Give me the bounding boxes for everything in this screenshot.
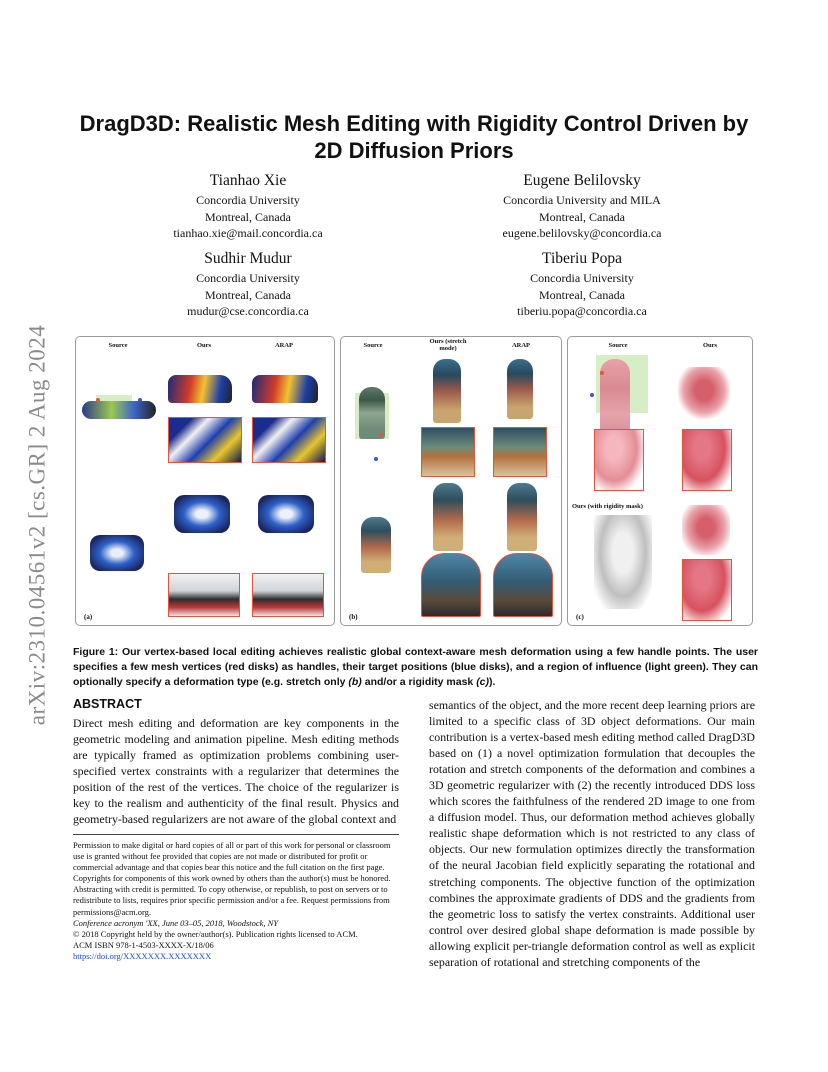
column-header-arap: ARAP	[274, 342, 294, 349]
author-block-4	[472, 249, 692, 320]
author-affiliation: Concordia University	[530, 271, 634, 285]
caption-text: Figure 1: Our vertex-based local editing achieves realistic global context-aware mesh deformation using a few handle points. The user specifies a few mesh vertices (red disks) as handles, their target positions (blue disks), and a region of influence (light green). They can optionally specify a deformation type (e.g. stretch only	[73, 646, 758, 688]
permission-notice: Permission to make digital or hard copies of all or part of this work for personal or classroom use is granted without fee provided that copies are not made or distributed for profit or commercial advantage and that copies bear this notice and the full citation on the first page. Copyrights for components of this work owned by others than the author(s) must be honored. Abstracting with credit is permitted. To copy otherwise, or republish, to post on servers or to redistribute to lists, requires prior specific permission and/or a fee. Request permissions from permissions@acm.org.	[73, 840, 391, 917]
arap-lantern-zoom	[493, 427, 547, 477]
arap-front-zoom-inset	[252, 573, 324, 617]
source-wall-lantern-image	[361, 517, 391, 573]
author-location: Montreal, Canada	[539, 287, 625, 302]
arxiv-identifier	[22, 290, 52, 760]
author-name: Eugene Belilovsky	[523, 172, 641, 189]
ours-car-front-image	[174, 495, 230, 533]
author-email[interactable]: tianhao.xie@mail.concordia.ca	[173, 226, 323, 240]
column-header-ours: Ours	[702, 342, 718, 349]
target-point	[590, 393, 594, 397]
isbn-line: ACM ISBN 978-1-4503-XXXX-X/18/06	[73, 939, 214, 950]
caption-ref-b: (b)	[348, 676, 362, 688]
handle-point	[379, 433, 383, 437]
ours-head-zoom	[682, 429, 732, 491]
author-location: Montreal, Canada	[539, 209, 625, 224]
target-point	[374, 457, 378, 461]
arxiv-id-text: arXiv:2310.04561v2 [cs.GR] 2 Aug 2024	[24, 324, 49, 726]
panel-label-b: (b)	[349, 613, 358, 621]
ours-flamingo-image	[678, 367, 730, 419]
abstract-right-column: semantics of the object, and the more recent deep learning priors are limited to a specific class of 3D object deformations. Our main contribution is a vertex-based mesh editing method called DragD3D based on (1) a novel optimization formulation that decouples the rotation and stretch components of the deformation and combines a 3D geometric regularizer with (2) the recently introduced DDS loss which scores the faithfulness of the rendered 2D image to one from a diffusion model. Thus, our deformation method achieves globally realistic shape deformation which is not restricted to any class of objects. Our new formulation optimizes directly the transformation of the neural Jacobian field explicitly separating the rotational and stretching components. The objective function of the optimization combines the approximate gradients of DDS and the gradients from the geometric loss to satisfy the vertex constraints. Additional user control over desired global shape deformation is made possible by allowing explicit per-triangle deformation control as well as explicit separation of rotational and stretching components of the	[429, 698, 755, 969]
author-name: Tiberiu Popa	[542, 250, 622, 267]
author-location: Montreal, Canada	[205, 209, 291, 224]
author-email[interactable]: tiberiu.popa@concordia.ca	[517, 304, 647, 318]
handle-point	[600, 371, 604, 375]
rigidity-mask-label: Ours (with rigidity mask)	[572, 503, 643, 510]
doi-link[interactable]: https://doi.org/XXXXXXX.XXXXXXX	[73, 950, 212, 961]
figure-panel-b	[340, 336, 562, 626]
caption-ref-c: (c)	[476, 676, 490, 688]
ours-roof-zoom	[421, 553, 481, 617]
caption-text-end: ).	[489, 676, 496, 688]
ours-front-zoom-inset	[168, 573, 240, 617]
rigidity-mask-mesh-image	[594, 515, 652, 609]
figure-caption	[73, 645, 758, 690]
author-block-3	[148, 249, 348, 320]
paper-title	[60, 110, 768, 164]
column-header-arap: ARAP	[511, 342, 531, 349]
ours-mask-head-zoom	[682, 559, 732, 621]
column-header-source: Source	[363, 342, 383, 349]
column-header-source: Source	[108, 342, 128, 349]
copyright-line: © 2018 Copyright held by the owner/author(s). Publication rights licensed to ACM.	[73, 928, 358, 939]
panel-label-c: (c)	[576, 613, 584, 621]
source-car-side-image	[82, 401, 156, 419]
source-car-front-image	[90, 535, 144, 571]
author-email[interactable]: mudur@cse.concordia.ca	[187, 304, 309, 318]
abstract-left-column: Direct mesh editing and deformation are key components in the geometric modeling and animation pipeline. Mesh editing methods are typically framed as optimization problems combining user-specified vertex constraints with a regularizer that determines the position of the rest of the vertices. The choice of the regularizer is key to the realism and authenticity of the final result. Physics and geometry-based regularizers are not aware of the global context and	[73, 716, 399, 827]
column-header-ours-stretch: Ours (stretch mode)	[429, 338, 467, 352]
author-affiliation: Concordia University	[196, 193, 300, 207]
footnote-rule	[73, 834, 399, 835]
abstract-heading: ABSTRACT	[73, 697, 142, 711]
author-affiliation: Concordia University	[196, 271, 300, 285]
author-block-2	[472, 171, 692, 242]
author-block-1	[148, 171, 348, 242]
target-point	[138, 398, 142, 402]
title-line-2: 2D Diffusion Priors	[314, 138, 514, 163]
author-location: Montreal, Canada	[205, 287, 291, 302]
source-lantern-image	[359, 387, 385, 439]
arap-wall-lantern-image	[507, 483, 537, 551]
copyright-footnote	[73, 840, 399, 962]
source-head-zoom	[594, 429, 644, 491]
author-affiliation: Concordia University and MILA	[503, 193, 661, 207]
arap-lantern-image	[507, 359, 533, 419]
ours-car-side-image	[168, 375, 232, 403]
arap-zoom-inset	[252, 417, 326, 463]
ours-lantern-zoom	[421, 427, 475, 477]
caption-text-mid: and/or a rigidity mask	[361, 676, 477, 688]
ours-mask-flamingo-image	[682, 505, 730, 555]
figure-panel-c	[567, 336, 753, 626]
column-header-source: Source	[608, 342, 628, 349]
handle-point	[96, 398, 100, 402]
conference-line: Conference acronym 'XX, June 03–05, 2018, Woodstock, NY	[73, 917, 279, 928]
author-email[interactable]: eugene.belilovsky@concordia.ca	[502, 226, 662, 240]
arap-roof-zoom	[493, 553, 553, 617]
title-line-1: DragD3D: Realistic Mesh Editing with Rigidity Control Driven by	[79, 111, 749, 136]
author-name: Tianhao Xie	[209, 172, 287, 189]
column-header-ours: Ours	[196, 342, 212, 349]
arap-car-front-image	[258, 495, 314, 533]
figure-panel-a	[75, 336, 335, 626]
ours-zoom-inset	[168, 417, 242, 463]
author-name: Sudhir Mudur	[204, 250, 292, 267]
ours-lantern-image	[433, 359, 461, 423]
arap-car-side-image	[252, 375, 318, 403]
ours-wall-lantern-image	[433, 483, 463, 551]
panel-label-a: (a)	[84, 613, 93, 621]
